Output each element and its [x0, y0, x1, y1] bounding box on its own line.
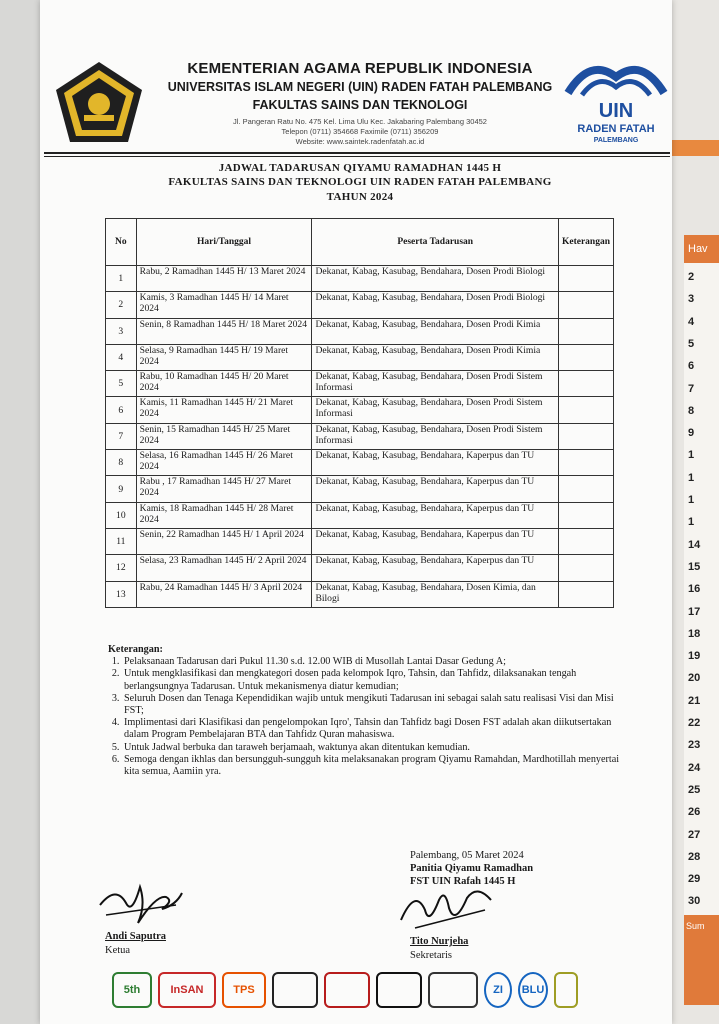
signer-right-role: Sekretaris [410, 950, 452, 961]
table-row [106, 450, 614, 476]
cell-keterangan [558, 397, 613, 423]
cell-hari: Senin, 22 Ramadhan 1445 H/ 1 April 2024 [136, 528, 312, 554]
table-row [106, 528, 614, 554]
cell-hari: Senin, 8 Ramadhan 1445 H/ 18 Maret 2024 [136, 318, 312, 344]
cell-peserta: Dekanat, Kabag, Kasubag, Bendahara, Kaperpus dan TU [312, 476, 559, 502]
cell-no: 3 [106, 318, 137, 344]
note-item: 6. Semoga dengan ikhlas dan bersungguh-sungguh kita melaksanakan program Qiyamu Ramahdan, Mardhotillah menyertai kita semua, Aamiin yra. [122, 754, 628, 778]
cell-keterangan [558, 344, 613, 370]
notes-title: Keterangan: [108, 644, 163, 655]
cell-hari: Kamis, 11 Ramadhan 1445 H/ 21 Maret 2024 [136, 397, 312, 423]
side-orange-strip [672, 140, 719, 156]
university-name: UNIVERSITAS ISLAM NEGERI (UIN) RADEN FATAH PALEMBANG [167, 80, 553, 94]
cell-peserta: Dekanat, Kabag, Kasubag, Bendahara, Dosen Prodi Sistem Informasi [312, 423, 559, 449]
side-calendar-number: 4 [688, 315, 695, 328]
doc-title-line1: JADWAL TADARUSAN QIYAMU RAMADHAN 1445 H [218, 162, 502, 174]
note-item: 5. Untuk Jadwal berbuka dan taraweh berjamaah, waktunya akan ditentukan kemudian. [122, 742, 628, 754]
side-calendar-footer: Sum [684, 915, 719, 1005]
table-row [106, 266, 614, 292]
table-header-row [106, 219, 614, 266]
side-calendar-header: Hav [684, 235, 719, 263]
cell-hari: Senin, 15 Ramadhan 1445 H/ 25 Maret 2024 [136, 423, 312, 449]
doc-title-line3: TAHUN 2024 [326, 191, 394, 203]
col-header-keterangan: Keterangan [558, 219, 613, 266]
cell-hari: Selasa, 9 Ramadhan 1445 H/ 19 Maret 2024 [136, 344, 312, 370]
side-calendar-number: 28 [688, 850, 701, 863]
side-calendar-number: 27 [688, 828, 701, 841]
place-date: Palembang, 05 Maret 2024 [410, 850, 524, 861]
note-item: 1. Pelaksanaan Tadarusan dari Pukul 11.30 s.d. 12.00 WIB di Musollah Lantai Dasar Gedung A; [122, 656, 628, 668]
cell-keterangan [558, 555, 613, 581]
side-calendar-number: 24 [688, 761, 701, 774]
cell-no: 2 [106, 292, 137, 318]
cell-keterangan [558, 266, 613, 292]
note-item: 2. Untuk mengklasifikasi dan mengkategori dosen pada kelompok Iqro, Tahsin, dan Tahfidz, dilaksanakan tengah berlangsungnya Tadarusan. Untuk mekanismenya diatur kemudian; [122, 668, 628, 692]
svg-text:IKHLAS BERAMAL: IKHLAS BERAMAL [77, 130, 121, 136]
footer-logo [324, 972, 370, 1008]
cell-hari: Rabu , 17 Ramadhan 1445 H/ 27 Maret 2024 [136, 476, 312, 502]
cell-peserta: Dekanat, Kabag, Kasubag, Bendahara, Kaperpus dan TU [312, 450, 559, 476]
side-calendar-number: 14 [688, 538, 701, 551]
side-calendar-number: 18 [688, 627, 701, 640]
cell-no: 12 [106, 555, 137, 581]
cell-no: 10 [106, 502, 137, 528]
cell-peserta: Dekanat, Kabag, Kasubag, Bendahara, Dosen Prodi Sistem Informasi [312, 371, 559, 397]
table-body [106, 266, 614, 608]
cell-no: 9 [106, 476, 137, 502]
kemenag-logo [52, 60, 146, 146]
website: Website: www.saintek.radenfatah.ac.id [295, 137, 425, 146]
side-calendar-number: 2 [688, 271, 695, 283]
table-row [106, 502, 614, 528]
cell-hari: Selasa, 16 Ramadhan 1445 H/ 26 Maret 2024 [136, 450, 312, 476]
note-item: 3. Seluruh Dosen dan Tenaga Kependidikan wajib untuk mengikuti Tadarusan ini sebagai salah satu realisasi Visi dan Misi FST; [122, 693, 628, 717]
schedule-table [105, 218, 614, 608]
cell-keterangan [558, 292, 613, 318]
signature-right [395, 880, 500, 940]
cell-peserta: Dekanat, Kabag, Kasubag, Bendahara, Dosen Prodi Biologi [312, 266, 559, 292]
cell-hari: Kamis, 3 Ramadhan 1445 H/ 14 Maret 2024 [136, 292, 312, 318]
cell-peserta: Dekanat, Kabag, Kasubag, Bendahara, Dosen Kimia, dan Bilogi [312, 581, 559, 607]
side-calendar-number: 9 [688, 427, 695, 440]
faculty-name: FAKULTAS SAINS DAN TEKNOLOGI [252, 98, 468, 112]
side-calendar-number: 19 [688, 650, 701, 663]
cell-keterangan [558, 581, 613, 607]
table-row [106, 476, 614, 502]
table-row [106, 423, 614, 449]
side-calendar-sheet [684, 235, 719, 1005]
notes-list [108, 656, 628, 778]
side-calendar-number: 3 [688, 293, 695, 306]
footer-logos [112, 972, 592, 1012]
signer-right-name: Tito Nurjeha [410, 936, 469, 947]
cell-keterangan [558, 502, 613, 528]
cell-hari: Rabu, 24 Ramadhan 1445 H/ 3 April 2024 [136, 581, 312, 607]
footer-logo [554, 972, 578, 1008]
committee-name-2: FST UIN Rafah 1445 H [410, 876, 516, 887]
signer-left-name: Andi Saputra [105, 931, 166, 942]
side-calendar-number: 1 [688, 449, 695, 462]
ministry-name: KEMENTERIAN AGAMA REPUBLIK INDONESIA [187, 60, 533, 77]
footer-logo [376, 972, 422, 1008]
cell-keterangan [558, 528, 613, 554]
doc-title-line2: FAKULTAS SAINS DAN TEKNOLOGI UIN RADEN FATAH PALEMBANG [168, 176, 552, 188]
cell-hari: Rabu, 2 Ramadhan 1445 H/ 13 Maret 2024 [136, 266, 312, 292]
footer-logo: 5th [112, 972, 152, 1008]
cell-keterangan [558, 450, 613, 476]
side-calendar-number: 21 [688, 694, 701, 707]
header-rule-thin [44, 156, 670, 157]
table-row [106, 292, 614, 318]
svg-text:UIN: UIN [598, 100, 634, 122]
cell-hari: Rabu, 10 Ramadhan 1445 H/ 20 Maret 2024 [136, 371, 312, 397]
side-calendar-number: 1 [688, 471, 695, 484]
contact-block [150, 117, 570, 147]
side-calendar-number: 30 [688, 895, 701, 908]
cell-hari: Kamis, 18 Ramadhan 1445 H/ 28 Maret 2024 [136, 502, 312, 528]
header-rule-thick [44, 152, 670, 154]
cell-no: 4 [106, 344, 137, 370]
side-calendar-number: 15 [688, 560, 701, 573]
table-row [106, 397, 614, 423]
footer-logo [428, 972, 478, 1008]
cell-no: 7 [106, 423, 137, 449]
cell-keterangan [558, 371, 613, 397]
cell-no: 1 [106, 266, 137, 292]
cell-no: 8 [106, 450, 137, 476]
side-calendar-number: 23 [688, 739, 701, 752]
side-calendar-number: 20 [688, 672, 701, 685]
cell-no: 6 [106, 397, 137, 423]
cell-peserta: Dekanat, Kabag, Kasubag, Bendahara, Dosen Prodi Kimia [312, 344, 559, 370]
footer-logo: BLU [518, 972, 548, 1008]
background-left [0, 0, 40, 1024]
svg-text:PALEMBANG: PALEMBANG [593, 137, 639, 144]
footer-logo: ZI [484, 972, 512, 1008]
table-row [106, 581, 614, 607]
signer-left-role: Ketua [105, 945, 131, 956]
committee-name: Panitia Qiyamu Ramadhan [410, 863, 534, 874]
cell-no: 5 [106, 371, 137, 397]
table-row [106, 344, 614, 370]
table-row [106, 555, 614, 581]
side-calendar-number: 1 [688, 494, 695, 506]
col-header-no: No [106, 219, 137, 266]
footer-logo: TPS [222, 972, 266, 1008]
table-row [106, 318, 614, 344]
cell-keterangan [558, 423, 613, 449]
col-header-hari: Hari/Tanggal [136, 219, 312, 266]
cell-peserta: Dekanat, Kabag, Kasubag, Bendahara, Dosen Prodi Sistem Informasi [312, 397, 559, 423]
cell-hari: Selasa, 23 Ramadhan 1445 H/ 2 April 2024 [136, 555, 312, 581]
uin-raden-fatah-logo [560, 55, 672, 147]
address: Jl. Pangeran Ratu No. 475 Kel. Lima Ulu Kec. Jakabaring Palembang 30452 [233, 117, 487, 126]
cell-keterangan [558, 476, 613, 502]
notes-section [108, 644, 628, 778]
phone: Telepon (0711) 354668 Faximile (0711) 356209 [281, 127, 439, 136]
footer-logo: InSAN [158, 972, 216, 1008]
col-header-peserta: Peserta Tadarusan [312, 219, 559, 266]
cell-no: 11 [106, 528, 137, 554]
footer-logo [272, 972, 318, 1008]
signature-left [96, 875, 186, 935]
table-row [106, 371, 614, 397]
side-calendar-number: 25 [688, 783, 701, 796]
side-calendar-number: 16 [688, 583, 701, 596]
svg-text:RADEN FATAH: RADEN FATAH [577, 123, 655, 135]
side-calendar-number: 5 [688, 337, 695, 350]
side-calendar-number: 17 [688, 605, 701, 618]
cell-no: 13 [106, 581, 137, 607]
side-calendar-number: 22 [688, 717, 701, 729]
note-item: 4. Implimentasi dari Klasifikasi dan pengelompokan Iqro', Tahsin dan Tahfidz bagi Dosen FST adalah akan diikutsertakan dalam Program Pembelajaran BTA dan Tahfidz Quran mahasiswa. [122, 717, 628, 741]
side-calendar-number: 1 [688, 516, 695, 529]
side-calendar-number: 26 [688, 806, 701, 819]
side-calendar-number: 6 [688, 360, 695, 373]
side-calendar-number: 8 [688, 404, 695, 417]
cell-peserta: Dekanat, Kabag, Kasubag, Bendahara, Kaperpus dan TU [312, 502, 559, 528]
cell-keterangan [558, 318, 613, 344]
side-calendar-number: 29 [688, 873, 701, 886]
cell-peserta: Dekanat, Kabag, Kasubag, Bendahara, Dosen Prodi Kimia [312, 318, 559, 344]
cell-peserta: Dekanat, Kabag, Kasubag, Bendahara, Dosen Prodi Biologi [312, 292, 559, 318]
cell-peserta: Dekanat, Kabag, Kasubag, Bendahara, Kaperpus dan TU [312, 555, 559, 581]
side-calendar-number: 7 [688, 382, 695, 395]
cell-peserta: Dekanat, Kabag, Kasubag, Bendahara, Kaperpus dan TU [312, 528, 559, 554]
